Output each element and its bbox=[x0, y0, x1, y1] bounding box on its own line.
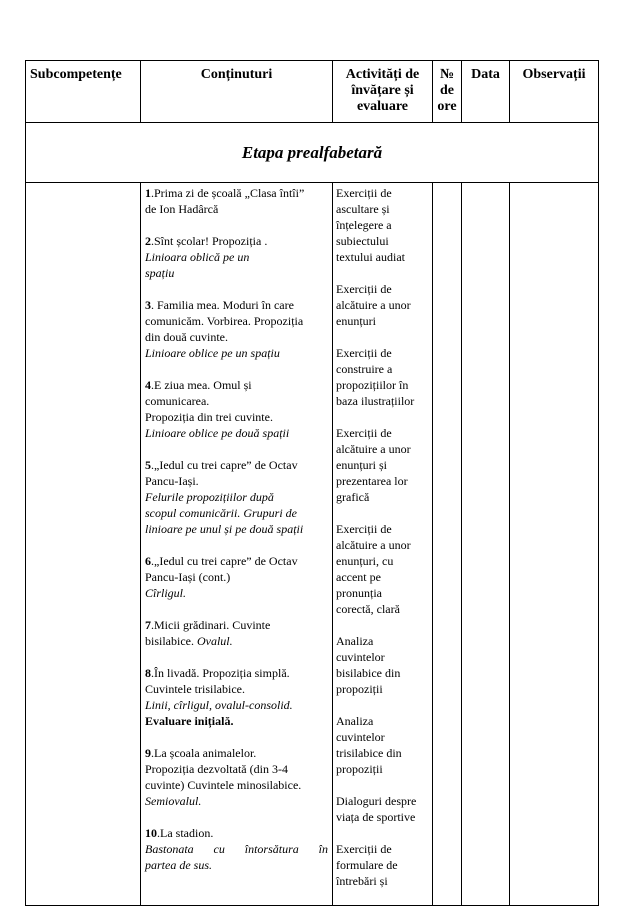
activity-entry bbox=[336, 633, 429, 697]
lesson-line: Propoziția din trei cuvinte. bbox=[145, 410, 273, 424]
activity-line: ascultare și bbox=[336, 202, 390, 216]
lesson-line-italic: Ovalul. bbox=[196, 634, 233, 648]
lesson-line: 1.Prima zi de școală „Clasa întîi” bbox=[145, 186, 305, 200]
header-subcompetente: Subcompetențe bbox=[26, 61, 141, 123]
activity-line: accent pe bbox=[336, 570, 381, 584]
activitati-cell bbox=[333, 183, 433, 906]
activity-entry bbox=[336, 345, 429, 409]
activity-entry bbox=[336, 713, 429, 777]
header-continuturi: Conținuturi bbox=[141, 61, 333, 123]
lesson-line: partea de sus. bbox=[145, 858, 212, 872]
activity-entry bbox=[336, 841, 429, 889]
lesson-line: Linioare oblice pe două spații bbox=[145, 426, 290, 440]
lesson-line: Cuvintele trisilabice. bbox=[145, 682, 245, 696]
lesson-number: 3 bbox=[145, 298, 151, 312]
lesson-entry bbox=[145, 745, 328, 809]
lesson-line: 2.Sînt școlar! Propoziția . bbox=[145, 234, 268, 248]
lesson-line: comunicarea. bbox=[145, 394, 210, 408]
activity-line: construire a bbox=[336, 362, 393, 376]
lesson-line: Semiovalul. bbox=[145, 794, 202, 808]
header-data: Data bbox=[462, 61, 510, 123]
activity-entry bbox=[336, 281, 429, 329]
header-activitati-line: evaluare bbox=[356, 99, 409, 114]
lesson-number: 4 bbox=[145, 378, 151, 392]
activity-line: propoziții bbox=[336, 682, 383, 696]
activity-line: alcătuire a unor bbox=[336, 298, 411, 312]
lesson-line: Linioara oblică pe un bbox=[145, 250, 250, 264]
activity-entry bbox=[336, 185, 429, 265]
activity-line: Analiza bbox=[336, 634, 374, 648]
lesson-line: Linioare oblice pe un spațiu bbox=[145, 346, 280, 360]
activity-line: Analiza bbox=[336, 714, 374, 728]
lesson-line: 5.„Iedul cu trei capre” de Octav bbox=[145, 458, 298, 472]
lesson-line: 7.Micii grădinari. Cuvinte bbox=[145, 618, 271, 632]
lesson-number: 7 bbox=[145, 618, 151, 632]
activity-line: alcătuire a unor bbox=[336, 538, 411, 552]
activity-line: Dialoguri despre bbox=[336, 794, 417, 808]
lesson-line: 9.La școala animalelor. bbox=[145, 746, 257, 760]
activity-line: bisilabice din bbox=[336, 666, 401, 680]
activity-line: Exerciții de bbox=[336, 426, 392, 440]
lesson-entry bbox=[145, 185, 328, 217]
lesson-line: Linii, cîrligul, ovalul-consolid. bbox=[145, 698, 293, 712]
lesson-line: scopul comunicării. Grupuri de bbox=[145, 506, 297, 520]
activity-line: propozițiilor în bbox=[336, 378, 409, 392]
header-observatii: Observații bbox=[510, 61, 599, 123]
lesson-number: 10 bbox=[145, 826, 157, 840]
activity-line: trisilabice din bbox=[336, 746, 402, 760]
header-activitati-line: învățare și bbox=[351, 83, 414, 98]
lesson-line: spațiu bbox=[145, 266, 175, 280]
lesson-line: Pancu-Iași (cont.) bbox=[145, 570, 231, 584]
activity-line: Exerciții de bbox=[336, 842, 392, 856]
data-cell bbox=[462, 183, 510, 906]
activity-line: viața de sportive bbox=[336, 810, 416, 824]
activity-entry bbox=[336, 521, 429, 617]
activity-entry bbox=[336, 793, 429, 825]
activity-line: enunțuri și bbox=[336, 458, 387, 472]
lesson-number: 6 bbox=[145, 554, 151, 568]
activity-line: prezentarea lor bbox=[336, 474, 408, 488]
lesson-number: 8 bbox=[145, 666, 151, 680]
lesson-number: 2 bbox=[145, 234, 151, 248]
nr-ore-cell bbox=[433, 183, 462, 906]
lesson-line: comunicăm. Vorbirea. Propoziția bbox=[145, 314, 304, 328]
activity-line: alcătuire a unor bbox=[336, 442, 411, 456]
activity-line: Exerciții de bbox=[336, 282, 392, 296]
lesson-line: Cîrligul. bbox=[145, 586, 187, 600]
header-nr-ore bbox=[433, 61, 462, 123]
lesson-entry bbox=[145, 457, 328, 537]
stage-title: Etapa prealfabetară bbox=[26, 123, 599, 183]
lesson-line: Bastonata cu întorsătura în bbox=[145, 842, 328, 856]
lesson-line: 6.„Iedul cu trei capre” de Octav bbox=[145, 554, 298, 568]
activity-line: enunțuri, cu bbox=[336, 554, 394, 568]
header-nr-line: de bbox=[440, 83, 454, 98]
activity-line: formulare de bbox=[336, 858, 398, 872]
activity-line: înțelegere a bbox=[336, 218, 392, 232]
lesson-plan-table bbox=[25, 60, 599, 906]
subcompetente-cell bbox=[26, 183, 141, 906]
activity-line: Exerciții de bbox=[336, 522, 392, 536]
lesson-line: 10.La stadion. bbox=[145, 826, 214, 840]
activity-line: enunțuri bbox=[336, 314, 376, 328]
activity-entry bbox=[336, 425, 429, 505]
lesson-entry bbox=[145, 553, 328, 601]
activity-line: corectă, clară bbox=[336, 602, 400, 616]
activity-line: pronunția bbox=[336, 586, 382, 600]
lesson-line: 4.E ziua mea. Omul și bbox=[145, 378, 252, 392]
header-activitati-line: Activități de bbox=[345, 67, 420, 82]
lesson-line: Propoziția dezvoltată (din 3-4 bbox=[145, 762, 288, 776]
lesson-line: 8.În livadă. Propoziția simplă. bbox=[145, 666, 290, 680]
lesson-entry bbox=[145, 665, 328, 729]
header-row bbox=[26, 61, 599, 123]
stage-row bbox=[26, 123, 599, 183]
lesson-entry bbox=[145, 825, 328, 873]
lesson-number: 1 bbox=[145, 186, 151, 200]
lesson-entry bbox=[145, 617, 328, 649]
activity-line: propoziții bbox=[336, 762, 383, 776]
lesson-line: Felurile propozițiilor după bbox=[145, 490, 274, 504]
activity-line: cuvintelor bbox=[336, 730, 385, 744]
activity-line: Exerciții de bbox=[336, 346, 392, 360]
lesson-entry bbox=[145, 233, 328, 281]
activity-line: Exerciții de bbox=[336, 186, 392, 200]
activity-line: subiectului bbox=[336, 234, 389, 248]
activity-line: grafică bbox=[336, 490, 370, 504]
lesson-entry bbox=[145, 297, 328, 361]
lesson-line: Evaluare inițială. bbox=[145, 714, 234, 728]
activity-line: textului audiat bbox=[336, 250, 405, 264]
lesson-entry bbox=[145, 377, 328, 441]
lesson-number: 9 bbox=[145, 746, 151, 760]
lesson-line: 3. Familia mea. Moduri în care bbox=[145, 298, 294, 312]
activity-line: baza ilustrațiilor bbox=[336, 394, 415, 408]
lesson-number: 5 bbox=[145, 458, 151, 472]
lesson-line: de Ion Hadârcă bbox=[145, 202, 219, 216]
header-nr-line: № bbox=[439, 67, 455, 82]
header-activitati bbox=[333, 61, 433, 123]
lesson-line: bisilabice. Ovalul. bbox=[145, 634, 233, 648]
lesson-line: linioare pe unul și pe două spații bbox=[145, 522, 304, 536]
content-row bbox=[26, 183, 599, 906]
lesson-line: cuvinte) Cuvintele minosilabice. bbox=[145, 778, 302, 792]
header-nr-line: ore bbox=[437, 99, 457, 114]
lesson-line: din două cuvinte. bbox=[145, 330, 228, 344]
continuturi-cell bbox=[141, 183, 333, 906]
lesson-line: Pancu-Iași. bbox=[145, 474, 199, 488]
activity-line: întrebări și bbox=[336, 874, 388, 888]
observatii-cell bbox=[510, 183, 599, 906]
activity-line: cuvintelor bbox=[336, 650, 385, 664]
